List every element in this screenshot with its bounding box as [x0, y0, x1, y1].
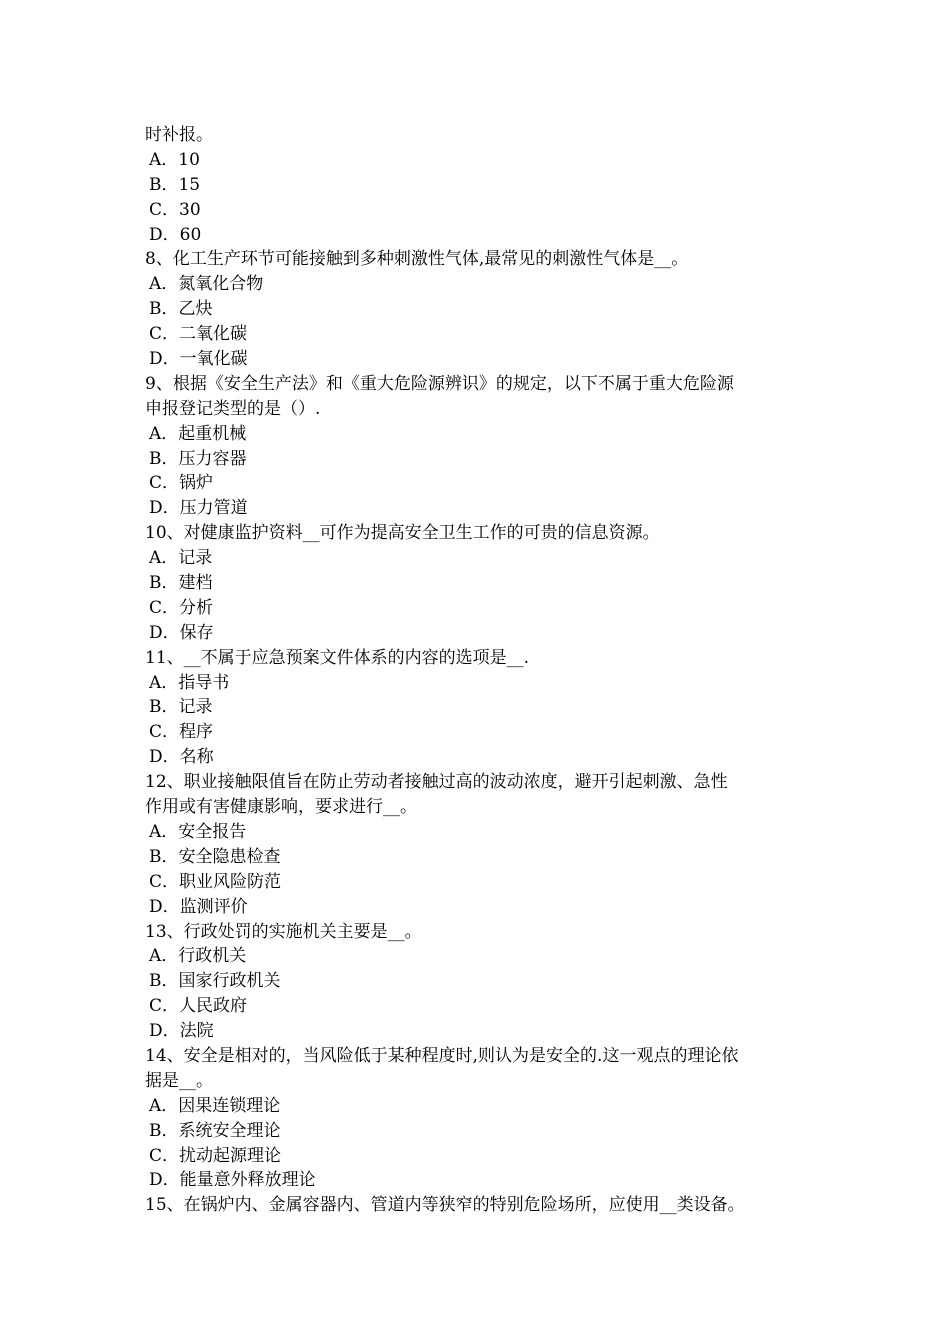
- option-b: B．乙炔: [149, 299, 213, 320]
- option-d: D．一氧化碳: [149, 349, 248, 370]
- option-b: B．15: [149, 174, 201, 195]
- question-14: 14、安全是相对的，当风险低于某种程度时,则认为是安全的.这一观点的理论依: [145, 1045, 739, 1066]
- option-a: A．行政机关: [149, 946, 247, 967]
- option-a: A．10: [149, 149, 200, 170]
- option-c: C．锅炉: [149, 473, 214, 494]
- option-d: D．法院: [149, 1021, 214, 1042]
- option-d: D．60: [149, 224, 202, 245]
- document-page: [145, 123, 815, 1218]
- option-c: C．扰动起源理论: [149, 1145, 282, 1166]
- question-15: 15、在锅炉内、金属容器内、管道内等狭窄的特别危险场所，应使用__类设备。: [145, 1195, 745, 1216]
- question-12-continued: 作用或有害健康影响，要求进行__。: [145, 797, 417, 818]
- question-14-continued: 据是__。: [145, 1070, 213, 1091]
- option-c: C．分析: [149, 597, 214, 618]
- question-9-continued: 申报登记类型的是（）.: [145, 398, 321, 419]
- option-a: A．指导书: [149, 672, 230, 693]
- option-a: A．起重机械: [149, 423, 247, 444]
- option-d: D．监测评价: [149, 896, 248, 917]
- question-12: 12、职业接触限值旨在防止劳动者接触过高的波动浓度，避开引起刺激、急性: [145, 772, 728, 793]
- question-8: 8、化工生产环节可能接触到多种刺激性气体,最常见的刺激性气体是__。: [145, 249, 689, 270]
- option-c: C．程序: [149, 722, 214, 743]
- question-text: 时补报。: [145, 125, 213, 145]
- option-b: B．国家行政机关: [149, 971, 281, 992]
- option-d: D．保存: [149, 622, 214, 643]
- option-c: C．30: [149, 199, 201, 220]
- option-a: A．安全报告: [149, 821, 247, 842]
- option-d: D．能量意外释放理论: [149, 1170, 316, 1191]
- question-13: 13、行政处罚的实施机关主要是__。: [145, 921, 422, 942]
- option-a: A．因果连锁理论: [149, 1095, 281, 1116]
- option-a: A．氮氧化合物: [149, 274, 264, 295]
- option-b: B．压力容器: [149, 448, 247, 469]
- option-c: C．人民政府: [149, 996, 248, 1017]
- option-d: D．名称: [149, 747, 214, 768]
- option-c: C．二氧化碳: [149, 324, 248, 345]
- option-d: D．压力管道: [149, 498, 248, 519]
- option-b: B．系统安全理论: [149, 1120, 281, 1141]
- question-9: 9、根据《安全生产法》和《重大危险源辨识》的规定，以下不属于重大危险源: [145, 373, 734, 394]
- question-11: 11、__不属于应急预案文件体系的内容的选项是__.: [145, 647, 530, 668]
- option-b: B．建档: [149, 573, 213, 594]
- option-b: B．记录: [149, 697, 213, 718]
- option-a: A．记录: [149, 548, 213, 569]
- question-10: 10、对健康监护资料__可作为提高安全卫生工作的可贵的信息资源。: [145, 523, 660, 544]
- option-c: C．职业风险防范: [149, 871, 282, 892]
- option-b: B．安全隐患检查: [149, 846, 281, 867]
